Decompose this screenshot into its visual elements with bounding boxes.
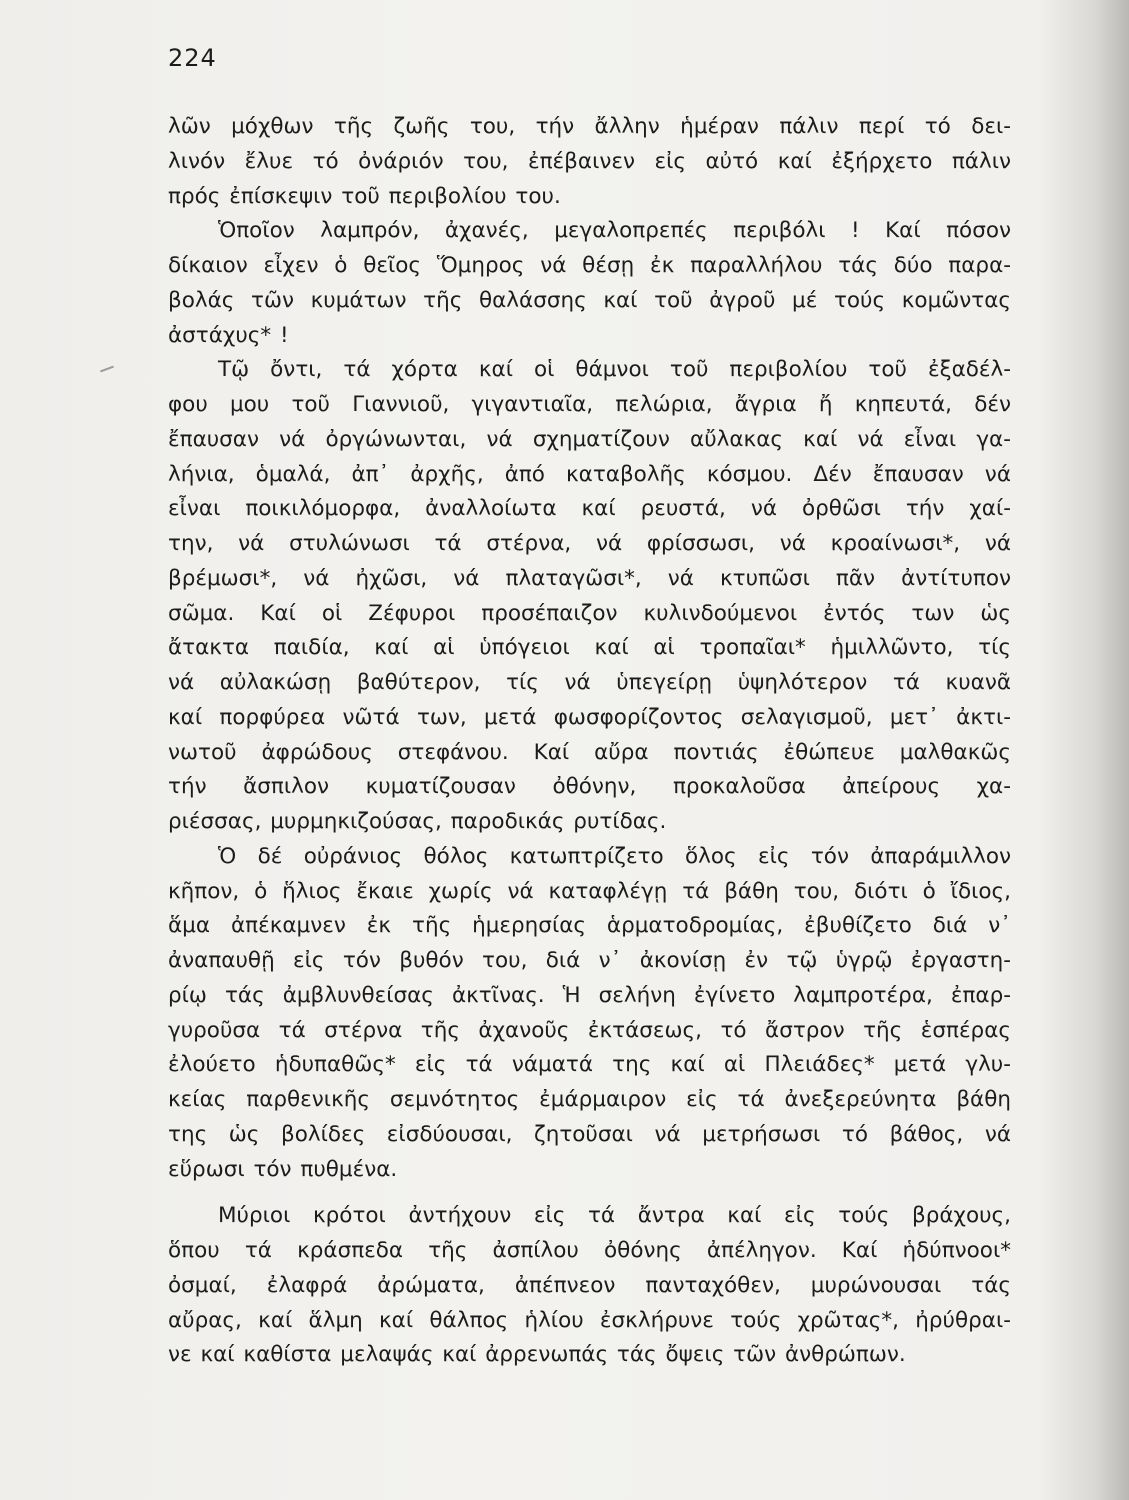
paragraph-2: [168, 214, 1011, 353]
text-line: καί πορφύρεα νῶτά των, μετά φωσφορίζοντος σελαγισμοῦ, μετ᾽ ἀκτι-: [168, 704, 1011, 730]
text-line: πρός ἐπίσκεψιν τοῦ περιβολίου του.: [168, 183, 561, 209]
text-line: ριέσσας, μυρμηκιζούσας, παροδικάς ρυτίδας.: [168, 809, 667, 834]
paragraph-3: [168, 353, 1011, 840]
text-line: λήνια, ὁμαλά, ἀπ᾽ ἀρχῆς, ἀπό καταβολῆς κόσμου. Δέν ἔπαυσαν νά: [168, 461, 1011, 487]
text-line: λῶν μόχθων τῆς ζωῆς του, τήν ἄλλην ἡμέραν πάλιν περί τό δει-: [168, 114, 1011, 139]
text-line: τήν ἄσπιλον κυματίζουσαν ὀθόνην, προκαλοῦσα ἀπείρους χα-: [168, 774, 1011, 800]
text-line: Ὁποῖον λαμπρόν, ἀχανές, μεγαλοπρεπές περιβόλι ! Καί πόσον: [218, 218, 1011, 244]
text-line: ἅμα ἀπέκαμνεν ἐκ τῆς ἡμερησίας ἁρματοδρομίας, ἐβυθίζετο διά ν᾽: [168, 913, 1011, 939]
text-line: εἶναι ποικιλόμορφα, ἀναλλοίωτα καί ρευστά, νά ὀρθῶσι τήν χαί-: [168, 496, 1011, 522]
text-line: δίκαιον εἶχεν ὁ θεῖος Ὅμηρος νά θέσῃ ἐκ παραλλήλου τάς δύο παρα-: [168, 253, 1011, 278]
text-line: εὕρωσι τόν πυθμένα.: [168, 1156, 398, 1182]
text-line: κείας παρθενικῆς σεμνότητος ἐμάρμαιρον εἰς τά ἀνεξερεύνητα βάθη: [168, 1087, 1011, 1112]
text-line: ἐλούετο ἡδυπαθῶς* εἰς τά νάματά της καί αἱ Πλειάδες* μετά γλυ-: [168, 1052, 1011, 1078]
text-line: νε καί καθίστα μελαψάς καί ἀρρενωπάς τάς ὄψεις τῶν ἀνθρώπων.: [168, 1342, 906, 1368]
text-line: Μύριοι κρότοι ἀντήχουν εἰς τά ἄντρα καί εἰς τούς βράχους,: [218, 1203, 1011, 1229]
text-line: ἔπαυσαν νά ὀργώνωνται, νά σχηματίζουν αὔλακας καί νά εἶναι γα-: [168, 426, 1011, 452]
text-line: της ὡς βολίδες εἰσδύουσαι, ζητοῦσαι νά μετρήσωσι τό βάθος, νά: [168, 1121, 1011, 1147]
text-line: λινόν ἔλυε τό ὀνάριόν του, ἐπέβαινεν εἰς αὐτό καί ἐξήρχετο πάλιν: [168, 148, 1011, 174]
text-line: γυροῦσα τά στέρνα τῆς ἀχανοῦς ἐκτάσεως, τό ἄστρον τῆς ἑσπέρας: [168, 1017, 1011, 1043]
body-text: [168, 110, 1011, 1373]
text-line: βολάς τῶν κυμάτων τῆς θαλάσσης καί τοῦ ἀγροῦ μέ τούς κομῶντας: [168, 287, 1011, 313]
text-line: βρέμωσι*, νά ἠχῶσι, νά πλαταγῶσι*, νά κτυπῶσι πᾶν ἀντίτυπον: [168, 565, 1011, 591]
text-line: ἀναπαυθῇ εἰς τόν βυθόν του, διά ν᾽ ἀκονίσῃ ἐν τῷ ὑγρῷ ἐργαστη-: [168, 948, 1011, 973]
paragraph-5: [168, 1199, 1011, 1373]
margin-mark: [100, 366, 114, 373]
text-line: φου μου τοῦ Γιαννιοῦ, γιγαντιαῖα, πελώρια, ἄγρια ἤ κηπευτά, δέν: [168, 392, 1011, 417]
text-line: κῆπον, ὁ ἥλιος ἔκαιε χωρίς νά καταφλέγῃ τά βάθη του, διότι ὁ ἴδιος,: [168, 878, 1011, 904]
text-line: Ὁ δέ οὐράνιος θόλος κατωπτρίζετο ὅλος εἰς τόν ἀπαράμιλλον: [218, 843, 1011, 869]
text-line: αὔρας, καί ἅλμη καί θάλπος ἡλίου ἐσκλήρυνε τούς χρῶτας*, ἠρύθραι-: [168, 1307, 1011, 1333]
paragraph-4: [168, 840, 1011, 1188]
text-line: Τῷ ὄντι, τά χόρτα καί οἱ θάμνοι τοῦ περιβολίου τοῦ ἐξαδέλ-: [218, 357, 1011, 383]
text-line: ὅπου τά κράσπεδα τῆς ἀσπίλου ὀθόνης ἀπέληγον. Καί ἡδύπνοοι*: [168, 1238, 1011, 1263]
text-line: ἄτακτα παιδία, καί αἱ ὑπόγειοι καί αἱ τροπαῖαι* ἡμιλλῶντο, τίς: [168, 635, 1011, 661]
page-number: 224: [168, 44, 217, 72]
text-line: νά αὐλακώσῃ βαθύτερον, τίς νά ὑπεγείρῃ ὑψηλότερον τά κυανᾶ: [168, 670, 1011, 695]
text-line: ρίῳ τάς ἀμβλυνθείσας ἀκτῖνας. Ἡ σελήνη ἐγίνετο λαμπροτέρα, ἐπαρ-: [168, 982, 1011, 1008]
text-line: ἀστάχυς* !: [168, 322, 289, 348]
text-line: σῶμα. Καί οἱ Ζέφυροι προσέπαιζον κυλινδούμενοι ἐντός των ὡς: [168, 600, 1011, 626]
text-line: ὀσμαί, ἐλαφρά ἀρώματα, ἀπέπνεον πανταχόθεν, μυρώνουσαι τάς: [168, 1272, 1011, 1298]
text-line: την, νά στυλώνωσι τά στέρνα, νά φρίσσωσι, νά κροαίνωσι*, νά: [168, 531, 1011, 556]
paragraph-1: [168, 110, 1011, 214]
text-line: νωτοῦ ἀφρώδους στεφάνου. Καί αὔρα ποντιάς ἐθώπευε μαλθακῶς: [168, 739, 1011, 765]
